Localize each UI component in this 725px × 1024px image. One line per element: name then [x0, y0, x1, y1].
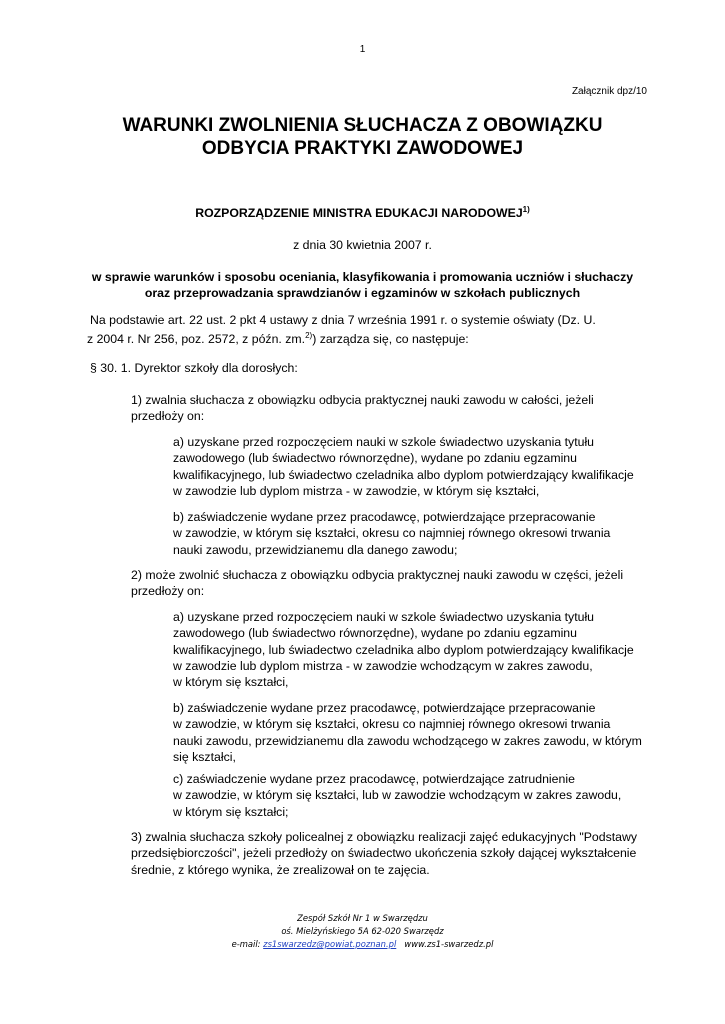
point-1a-line: a) uzyskane przed rozpoczęciem nauki w szkole świadectwo uzyskania tytułu: [173, 435, 595, 449]
annex-label: Załącznik dpz/10: [571, 86, 647, 97]
regulation-name-text: ROZPORZĄDZENIE MINISTRA EDUKACJI NARODOWEJ: [195, 206, 523, 221]
legal-basis-line-2b: ) zarządza się, co następuje:: [312, 332, 469, 347]
point-2c-line: c) zaświadczenie wydane przez pracodawcę, potwierdzające zatrudnienie: [173, 772, 575, 786]
point-1-line: 1) zwalnia słuchacza z obowiązku odbycia praktycznej nauki zawodu w całości, jeżeli: [131, 393, 594, 407]
legal-basis: [87, 312, 596, 348]
legal-basis-line-1: Na podstawie art. 22 ust. 2 pkt 4 ustawy z dnia 7 września 1991 r. o systemie oświaty (Dz. U.: [90, 313, 596, 327]
point-2c-line: w zawodzie, w którym się kształci, lub w zawodzie wchodzącym w zakres zawodu,: [173, 788, 622, 803]
legal-basis-line-2a: z 2004 r. Nr 256, poz. 2572, z późn. zm.: [87, 332, 306, 347]
point-2-line: przedłoży on:: [131, 584, 205, 599]
footer-email-link[interactable]: zs1swarzedz@powiat.poznan.pl: [263, 939, 397, 949]
subject-line-1: w sprawie warunków i sposobu oceniania, klasyfikowania i promowania uczniów i słuchaczy: [91, 270, 634, 284]
point-2c: [173, 771, 621, 820]
footer-email-label: e-mail:: [231, 939, 264, 949]
point-1a-line: kwalifikacyjnego, lub świadectwo czeladnika albo dyplom potwierdzający kwalifikacje: [173, 467, 634, 482]
point-2a-line: a) uzyskane przed rozpoczęciem nauki w szkole świadectwo uzyskania tytułu: [173, 610, 595, 624]
point-1a-line: zawodowego (lub świadectwo równorzędne), wydane po zdaniu egzaminu: [173, 451, 577, 466]
point-2a-line: w zawodzie lub dyplom mistrza - w zawodzie wchodzącym w zakres zawodu,: [173, 658, 593, 673]
page-number: 1: [359, 44, 366, 55]
point-1a-line: w zawodzie lub dyplom mistrza - w zawodzie, w którym się kształci,: [173, 483, 540, 498]
legal-basis-line-2: [87, 328, 596, 347]
legal-basis-footnote: 2): [305, 331, 313, 341]
point-2b-line: b) zaświadczenie wydane przez pracodawcę, potwierdzające przepracowanie: [173, 701, 596, 715]
point-2c-line: w którym się kształci;: [173, 804, 289, 819]
page-footer: [0, 912, 725, 951]
point-3: [131, 829, 637, 878]
point-2b-line: w zawodzie, w którym się kształci, okresu co najmniej równego okresowi trwania: [173, 717, 611, 732]
regulation-footnote: 1): [522, 205, 530, 214]
point-2b-line: nauki zawodu, przewidzianemu dla zawodu wchodzącego w zakres zawodu, w którym: [173, 733, 642, 748]
point-2a-line: kwalifikacyjnego, lub świadectwo czeladnika albo dyplom potwierdzający kwalifikacje: [173, 642, 634, 657]
regulation-subject: [60, 269, 665, 301]
footer-address: oś. Mielżyńskiego 5A 62-020 Swarzędz: [281, 926, 444, 936]
title-line-2: ODBYCIA PRAKTYKI ZAWODOWEJ: [201, 138, 524, 159]
document-title: [60, 114, 665, 160]
regulation-date: z dnia 30 kwietnia 2007 r.: [293, 238, 432, 252]
point-2: [131, 567, 623, 600]
point-2a-line: w którym się kształci,: [173, 675, 289, 690]
title-line-1: WARUNKI ZWOLNIENIA SŁUCHACZA Z OBOWIĄZKU: [122, 115, 603, 136]
point-2b-line: się kształci,: [173, 749, 236, 764]
point-1b-line: nauki zawodu, przewidzianemu dla danego zawodu;: [173, 542, 458, 557]
point-1-line: przedłoży on:: [131, 409, 205, 424]
footer-school-name: Zespół Szkół Nr 1 w Swarzędzu: [297, 913, 428, 923]
section-text: § 30. 1. Dyrektor szkoły dla dorosłych:: [90, 361, 298, 375]
point-1b-line: b) zaświadczenie wydane przez pracodawcę, potwierdzające przepracowanie: [173, 510, 596, 524]
point-2-line: 2) może zwolnić słuchacza z obowiązku odbycia praktycznej nauki zawodu w części, jeżeli: [131, 568, 624, 582]
footer-website-link[interactable]: www.zs1-swarzedz.pl: [404, 939, 494, 949]
point-1b: [173, 509, 610, 558]
point-1: [131, 392, 594, 425]
point-1b-line: w zawodzie, w którym się kształci, okresu co najmniej równego okresowi trwania: [173, 526, 611, 541]
point-1a: [173, 434, 634, 499]
subject-line-2: oraz przeprowadzania sprawdzianów i egzaminów w szkołach publicznych: [144, 286, 581, 300]
point-3-line: przedsiębiorczości", jeżeli przedłoży on świadectwo ukończenia szkoły dającej wykształcenie: [131, 846, 637, 861]
point-2a-line: zawodowego (lub świadectwo równorzędne), wydane po zdaniu egzaminu: [173, 626, 577, 641]
point-2a: [173, 609, 634, 690]
footer-contact: [0, 938, 725, 951]
regulation-name: [60, 205, 665, 220]
point-3-line: średnie, z którego wynika, że zrealizował on te zajęcia.: [131, 862, 430, 877]
point-2b: [173, 700, 642, 765]
point-3-line: 3) zwalnia słuchacza szkoły policealnej z obowiązku realizacji zajęć edukacyjnych "Podstawy: [131, 830, 638, 844]
section-heading: [90, 360, 298, 376]
